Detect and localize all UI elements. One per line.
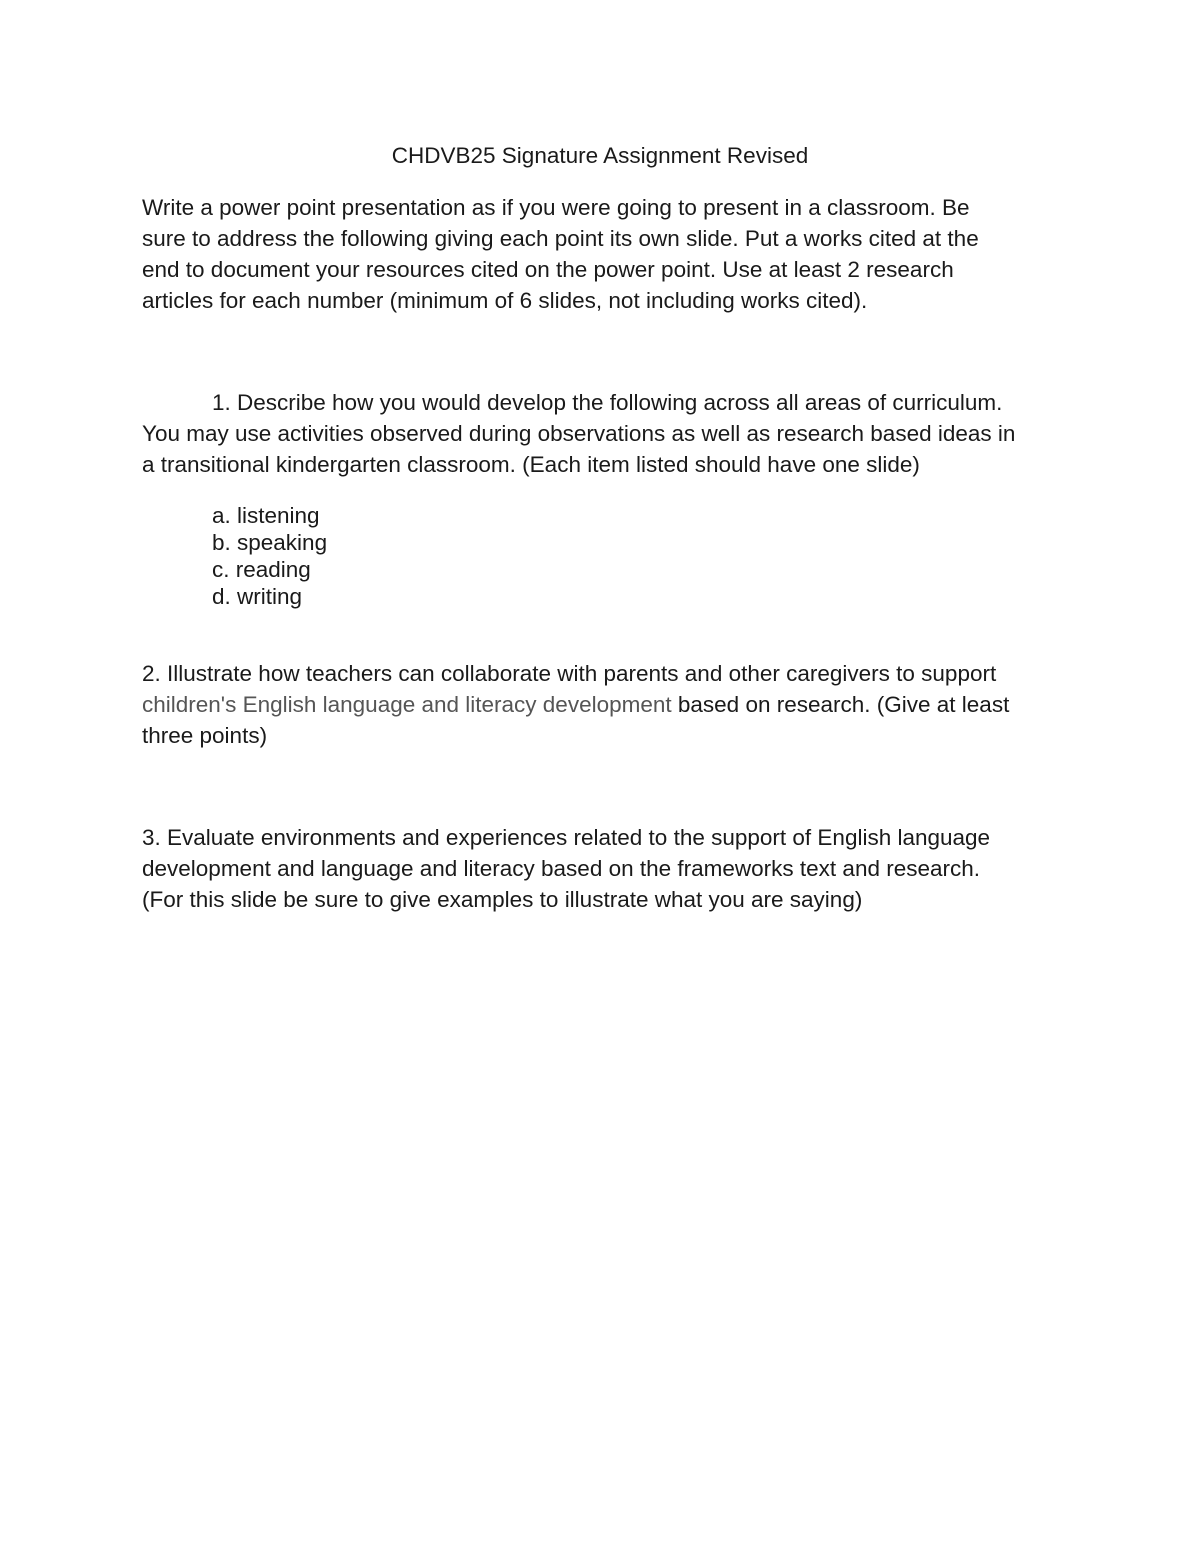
intro-line-3: end to document your resources cited on the power point. Use at least 2 research: [142, 257, 954, 282]
question-1-line-1: 1. Describe how you would develop the following across all areas of curriculum.: [212, 390, 1003, 415]
question-1-line-2: You may use activities observed during observations as well as research based ideas in: [142, 421, 1016, 446]
list-item-speaking: b. speaking: [212, 530, 328, 555]
question-3-line-2: development and language and literacy based on the frameworks text and research.: [142, 856, 981, 881]
intro-line-1: Write a power point presentation as if you were going to present in a classroom. Be: [142, 195, 970, 220]
question-2-line-3: three points): [142, 723, 268, 748]
intro-line-2: sure to address the following giving each point its own slide. Put a works cited at the: [142, 226, 979, 251]
question-2-highlight: children's English language and literacy development: [142, 692, 672, 717]
intro-line-4: articles for each number (minimum of 6 slides, not including works cited).: [142, 288, 868, 313]
question-2-line-2-rest: based on research. (Give at least: [671, 692, 1010, 717]
question-1-line-3: a transitional kindergarten classroom. (Each item listed should have one slide): [142, 452, 920, 477]
question-3-line-3: (For this slide be sure to give examples to illustrate what you are saying): [142, 887, 863, 912]
document-title: CHDVB25 Signature Assignment Revised: [391, 143, 809, 168]
question-2-line-2: [142, 689, 1009, 720]
list-item-writing: d. writing: [212, 584, 303, 609]
question-2-line-1: 2. Illustrate how teachers can collaborate with parents and other caregivers to support: [142, 661, 997, 686]
question-3-line-1: 3. Evaluate environments and experiences related to the support of English language: [142, 825, 991, 850]
list-item-reading: c. reading: [212, 557, 311, 582]
list-item-listening: a. listening: [212, 503, 320, 528]
